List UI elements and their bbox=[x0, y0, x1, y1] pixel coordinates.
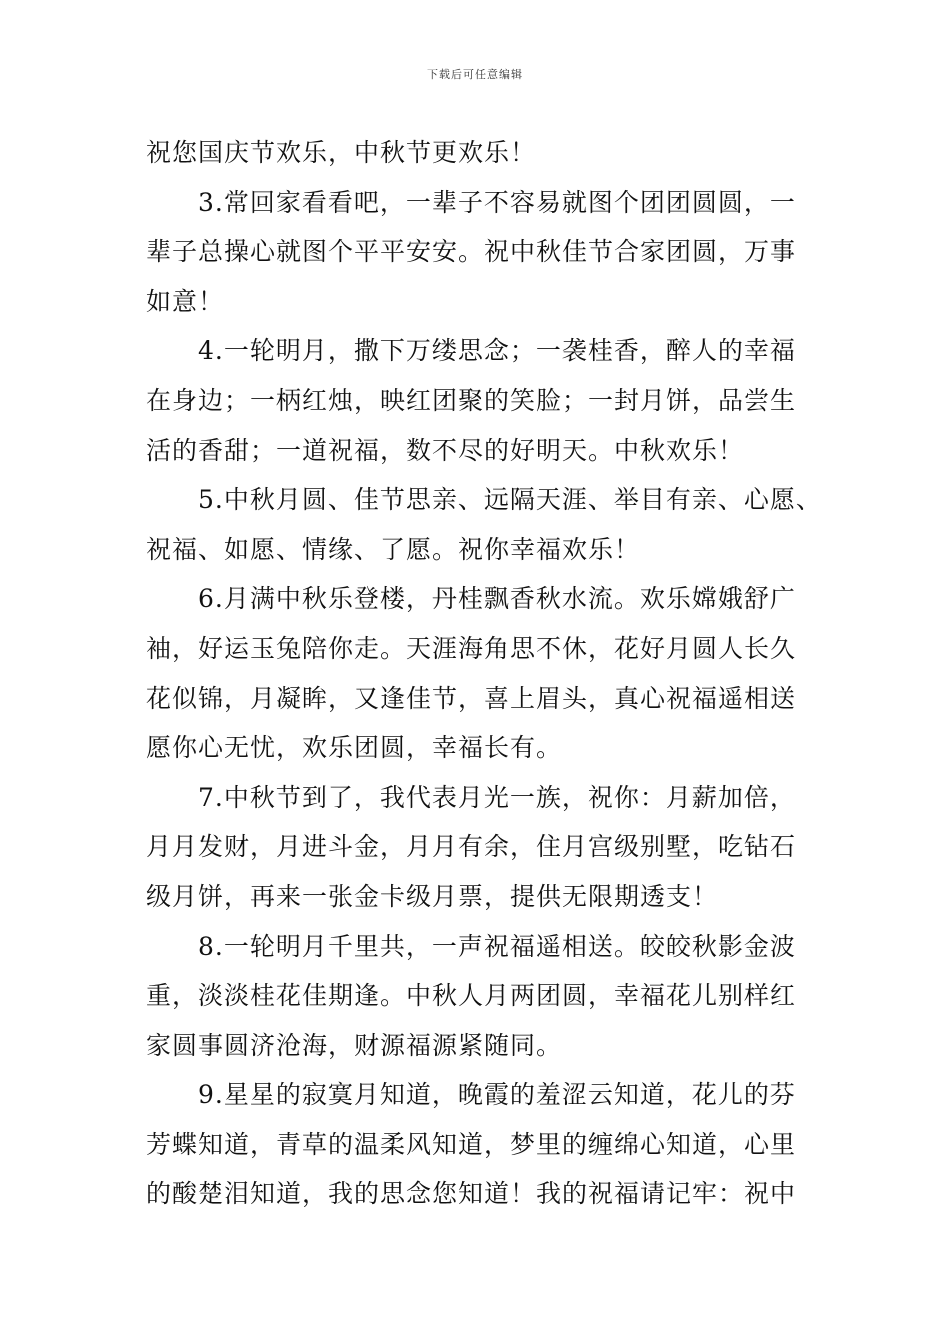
text-line: 家圆事圆济沧海，财源福源紧随同。 bbox=[146, 1030, 563, 1060]
text-line: 3.常回家看看吧，一辈子不容易就图个团团圆圆，一 bbox=[198, 187, 796, 217]
document-body bbox=[146, 128, 826, 1219]
text-line: 活的香甜；一道祝福，数不尽的好明天。中秋欢乐！ bbox=[146, 435, 745, 465]
text-line: 祝福、如愿、情缘、了愿。祝你幸福欢乐！ bbox=[146, 534, 641, 564]
text-line: 花似锦，月凝眸，又逢佳节，喜上眉头，真心祝福遥相送 bbox=[146, 683, 797, 713]
text-line: 如意！ bbox=[146, 286, 225, 316]
text-line: 祝您国庆节欢乐，中秋节更欢乐！ bbox=[146, 138, 537, 167]
text-line: 6.月满中秋乐登楼，丹桂飘香秋水流。欢乐嫦娥舒广 bbox=[198, 584, 796, 614]
text-line: 9.星星的寂寞月知道，晚霞的羞涩云知道，花儿的芬 bbox=[198, 1080, 796, 1110]
text-line: 芳蝶知道，青草的温柔风知道，梦里的缠绵心知道，心里 bbox=[146, 1129, 797, 1159]
page-header-note: 下载后可任意编辑 bbox=[427, 68, 523, 81]
text-line: 5.中秋月圆、佳节思亲、远隔天涯、举目有亲、心愿、 bbox=[198, 485, 822, 515]
text-line: 重，淡淡桂花佳期逢。中秋人月两团圆，幸福花儿别样红 bbox=[146, 981, 797, 1011]
text-line: 4.一轮明月，撒下万缕思念；一袭桂香，醉人的幸福 bbox=[198, 336, 796, 366]
text-line: 7.中秋节到了，我代表月光一族，祝你：月薪加倍， bbox=[198, 782, 796, 812]
text-line: 辈子总操心就图个平平安安。祝中秋佳节合家团圆，万事 bbox=[146, 237, 797, 267]
text-line: 袖，好运玉兔陪你走。天涯海角思不休，花好月圆人长久 bbox=[146, 633, 797, 663]
text-line: 月月发财，月进斗金，月月有余，住月宫级别墅，吃钻石 bbox=[146, 832, 797, 862]
text-line: 级月饼，再来一张金卡级月票，提供无限期透支！ bbox=[146, 881, 719, 911]
text-line: 的酸楚泪知道，我的思念您知道！我的祝福请记牢：祝中 bbox=[146, 1179, 797, 1209]
text-line: 在身边；一柄红烛，映红团聚的笑脸；一封月饼，品尝生 bbox=[146, 385, 797, 415]
text-line: 愿你心无忧，欢乐团圆，幸福长有。 bbox=[146, 733, 563, 763]
text-line: 8.一轮明月千里共，一声祝福遥相送。皎皎秋影金波 bbox=[198, 931, 796, 961]
